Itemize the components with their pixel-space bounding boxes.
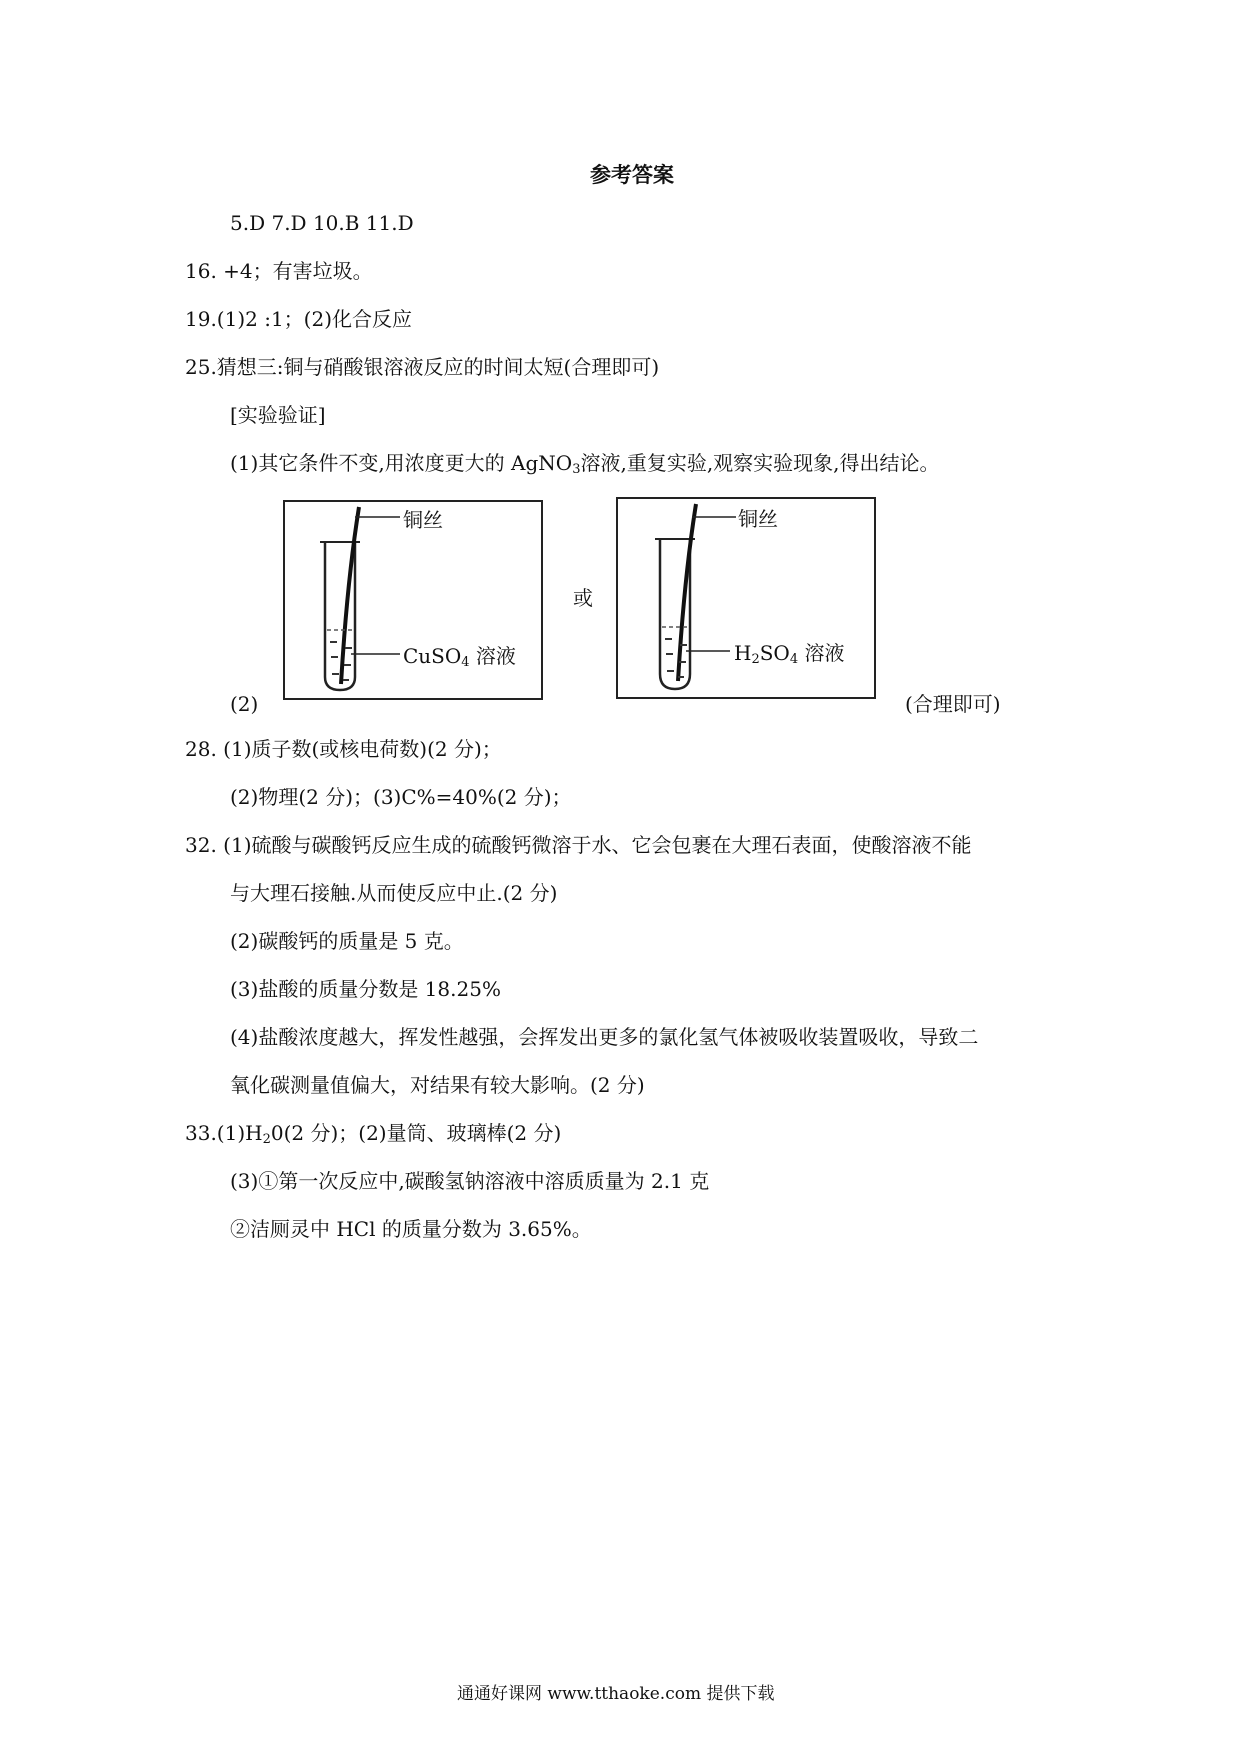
subscript: 2 — [751, 652, 760, 667]
subscript: 2 — [262, 1132, 271, 1147]
text-segment: 溶液 — [798, 641, 845, 665]
answer-line-32-3: (2)碳酸钙的质量是 5 克。 — [230, 929, 464, 953]
copper-wire-label: 铜丝 — [403, 508, 443, 532]
text-segment: SO — [759, 641, 790, 665]
reasonable-note: (合理即可) — [905, 692, 1001, 716]
page-title: 参考答案 — [590, 162, 674, 187]
answer-line-32-1: 32. (1)硫酸与碳酸钙反应生成的硫酸钙微溶于水、它会包裹在大理石表面，使酸溶液不能 — [185, 833, 972, 857]
text-segment: 溶液,重复实验,观察实验现象,得出结论。 — [580, 451, 940, 475]
text-segment: (1)其它条件不变,用浓度更大的 AgNO — [230, 451, 573, 475]
text-segment: CuSO — [403, 644, 462, 668]
answer-line-16: 16. +4；有害垃圾。 — [185, 259, 373, 283]
answer-line-25-2-label: (2) — [230, 692, 259, 716]
answer-line-32-2: 与大理石接触.从而使反应中止.(2 分) — [230, 881, 558, 905]
answer-line-25-1 — [230, 449, 940, 484]
page-footer: 通通好课网 www.tthaoke.com 提供下载 — [457, 1684, 775, 1704]
answer-line-32-4: (3)盐酸的质量分数是 18.25% — [230, 977, 501, 1001]
answer-line-28-1: 28. (1)质子数(或核电荷数)(2 分)； — [185, 737, 502, 761]
text-segment: 溶液 — [469, 644, 516, 668]
subscript: 4 — [461, 655, 470, 670]
answer-line-32-6: 氧化碳测量值偏大，对结果有较大影响。(2 分) — [230, 1073, 645, 1097]
experiment-verify-heading: [实验验证] — [230, 403, 326, 427]
answer-line-33-2: (3)①第一次反应中,碳酸氢钠溶液中溶质质量为 2.1 克 — [230, 1169, 710, 1193]
text-segment: 0(2 分)；(2)量筒、玻璃棒(2 分) — [270, 1121, 562, 1145]
subscript: 4 — [789, 652, 799, 667]
answer-line-mc: 5.D 7.D 10.B 11.D — [230, 211, 414, 235]
answer-line-25: 25.猜想三:铜与硝酸银溶液反应的时间太短(合理即可) — [185, 355, 660, 379]
copper-wire-label: 铜丝 — [738, 507, 778, 531]
answer-line-19: 19.(1)2 :1；(2)化合反应 — [185, 307, 413, 331]
text-segment: H — [734, 641, 752, 665]
subscript: 3 — [572, 462, 581, 477]
solution-label — [403, 640, 516, 670]
or-label: 或 — [573, 586, 593, 610]
figure-test-tube-h2so4 — [616, 497, 876, 699]
text-segment: 33.(1)H — [185, 1121, 263, 1145]
solution-label — [734, 637, 844, 667]
answer-line-33-1 — [185, 1119, 561, 1154]
answer-line-28-2: (2)物理(2 分)；(3)C%=40%(2 分)； — [230, 785, 572, 809]
answer-line-32-5: (4)盐酸浓度越大，挥发性越强，会挥发出更多的氯化氢气体被吸收装置吸收，导致二 — [230, 1025, 979, 1049]
answer-line-33-3: ②洁厕灵中 HCl 的质量分数为 3.65%。 — [230, 1217, 592, 1241]
figure-test-tube-cuso4 — [283, 500, 543, 700]
